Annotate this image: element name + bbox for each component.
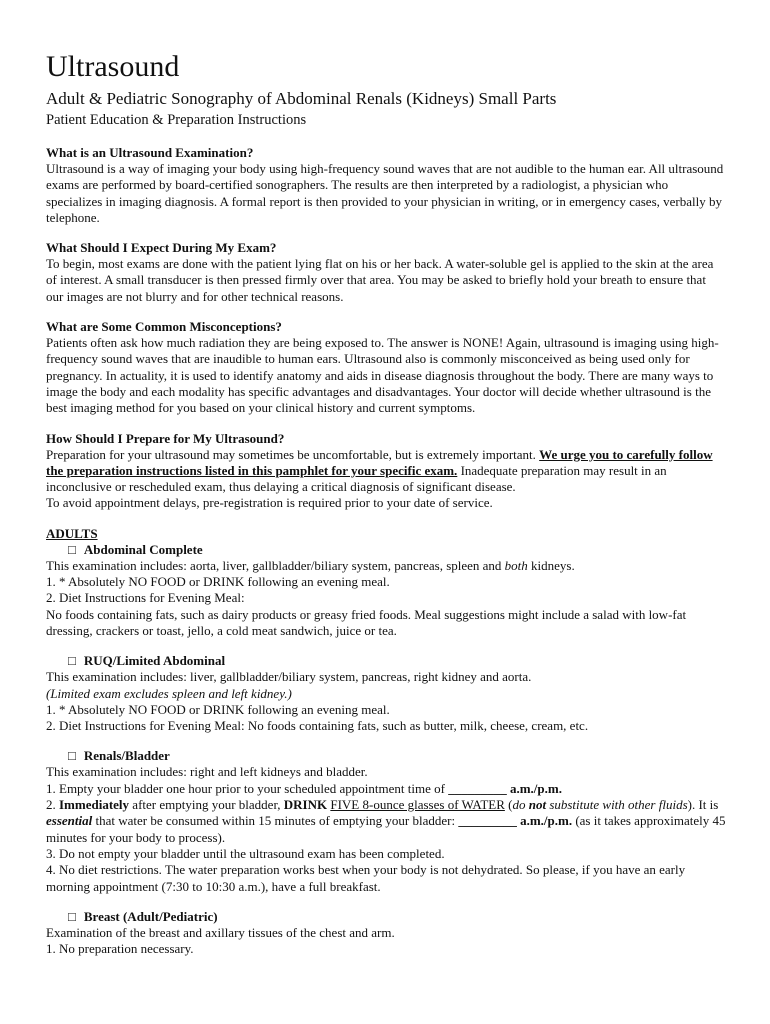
renal-includes: This examination includes: right and left kidneys and bladder.	[46, 764, 368, 780]
renal-step-3: 3. Do not empty your bladder until the ultrasound exam has been completed.	[46, 845, 445, 861]
renal-step-1: 1. Empty your bladder one hour prior to your scheduled appointment time of _________ a.m./p.m.	[46, 780, 562, 796]
section-heading-misconceptions: What are Some Common Misconceptions?	[46, 319, 282, 335]
exam-renals-bladder: □ Renals/Bladder	[68, 748, 170, 764]
section-heading-expect: What Should I Expect During My Exam?	[46, 240, 277, 256]
ruq-excludes: (Limited exam excludes spleen and left kidney.)	[46, 685, 292, 701]
exam-ruq-limited: □ RUQ/Limited Abdominal	[68, 653, 226, 669]
abd-diet: No foods containing fats, such as dairy products or greasy fried foods. Meal suggestions might include a salad with low-fat dressing, crackers or toast, jello, a cold meat sandwich, juice or tea.	[46, 606, 687, 638]
section-body-misconceptions: Patients often ask how much radiation they are being exposed to. The answer is NONE! Again, ultrasound is imaging using high-frequency sound waves that are inaudible to human ears. Ultrasound also is commonly misconceived as being used only for pregnancy. In actuality, it is used to identify anatomy and aids in disease diagnosis throughout the body. There are many ways to image the body and each modality has specific advantages and disadvantages. Your doctor will decide whether ultrasound is the best imaging method for you based on your clinical history and current symptoms.	[46, 335, 719, 416]
document-page	[46, 50, 726, 957]
section-heading-prepare: How Should I Prepare for My Ultrasound?	[46, 430, 285, 446]
section-body-expect: To begin, most exams are done with the patient lying flat on his or her back. A water-soluble gel is applied to the skin at the area of interest. A small transducer is then pressed firmly over that area. You may be asked to briefly hold your breath to ensure that our images are not blurry and for other technical reasons.	[46, 256, 714, 304]
page-subtitle: Adult & Pediatric Sonography of Abdominal Renals (Kidneys) Small Parts	[46, 89, 557, 108]
breast-step-1: 1. No preparation necessary.	[46, 941, 194, 957]
section-heading-what-is: What is an Ultrasound Examination?	[46, 145, 254, 160]
ruq-step-1: 1. * Absolutely NO FOOD or DRINK following an evening meal.	[46, 701, 390, 717]
ruq-includes: This examination includes: liver, gallbladder/biliary system, pancreas, right kidney and aorta.	[46, 669, 532, 685]
section-body-what-is: Ultrasound is a way of imaging your body using high-frequency sound waves that are not audible to the human ear. All ultrasound exams are performed by board-certified sonographers. The results are then interpreted by a radiologist, a physician who specializes in imaging diagnosis. A formal report is then provided to your physician in writing, or in emergency cases, verbally by telephone.	[46, 161, 724, 225]
section-body-prepare: Preparation for your ultrasound may sometimes be uncomfortable, but is extremely important. We urge you to carefully follow the preparation instructions listed in this pamphlet for your specific exam. Inadequate preparation may result in an inconclusive or rescheduled exam, thus delaying a critical diagnosis of significant disease.	[46, 446, 713, 495]
prepare-emphasis: We urge you to carefully follow the preparation instructions listed in this pamphlet for your specific exam.	[46, 446, 713, 478]
adults-heading: ADULTS	[46, 525, 98, 541]
ruq-step-2: 2. Diet Instructions for Evening Meal: No foods containing fats, such as butter, milk, cheese, cream, etc.	[46, 718, 589, 734]
checkbox-icon[interactable]: □	[68, 748, 76, 764]
renal-step-4: 4. No diet restrictions. The water preparation works best when your body is not dehydrated. So please, if you have an early morning appointment (7:30 to 10:30 a.m.), have a full breakfast.	[46, 862, 686, 894]
abd-step-2: 2. Diet Instructions for Evening Meal:	[46, 590, 245, 606]
appointment-time-blank[interactable]: _________	[448, 780, 507, 796]
checkbox-icon[interactable]: □	[68, 541, 76, 557]
exam-breast: □ Breast (Adult/Pediatric)	[68, 908, 218, 924]
checkbox-icon[interactable]: □	[68, 908, 76, 924]
abd-includes: This examination includes: aorta, liver, gallbladder/biliary system, pancreas, spleen and both kidneys.	[46, 557, 575, 573]
page-subtitle-secondary: Patient Education & Preparation Instructions	[46, 112, 307, 128]
abd-step-1: 1. * Absolutely NO FOOD or DRINK following an evening meal.	[46, 574, 390, 590]
page-title: Ultrasound	[46, 50, 180, 83]
renal-step-2: 2. Immediately after emptying your bladder, DRINK FIVE 8-ounce glasses of WATER (do not substitute with other fluids). It is essential that water be consumed within 15 minutes of emptying your bladder: _________ a.m./p.m. (as it takes approximately 45 minutes for your body to process).	[46, 797, 726, 845]
exam-abdominal-complete: □ Abdominal Complete	[68, 541, 203, 557]
section-body-preregistration: To avoid appointment delays, pre-registration is required prior to your date of service.	[46, 495, 493, 511]
checkbox-icon[interactable]: □	[68, 653, 76, 669]
water-time-blank[interactable]: _________	[458, 813, 517, 829]
breast-includes: Examination of the breast and axillary tissues of the chest and arm.	[46, 924, 395, 940]
